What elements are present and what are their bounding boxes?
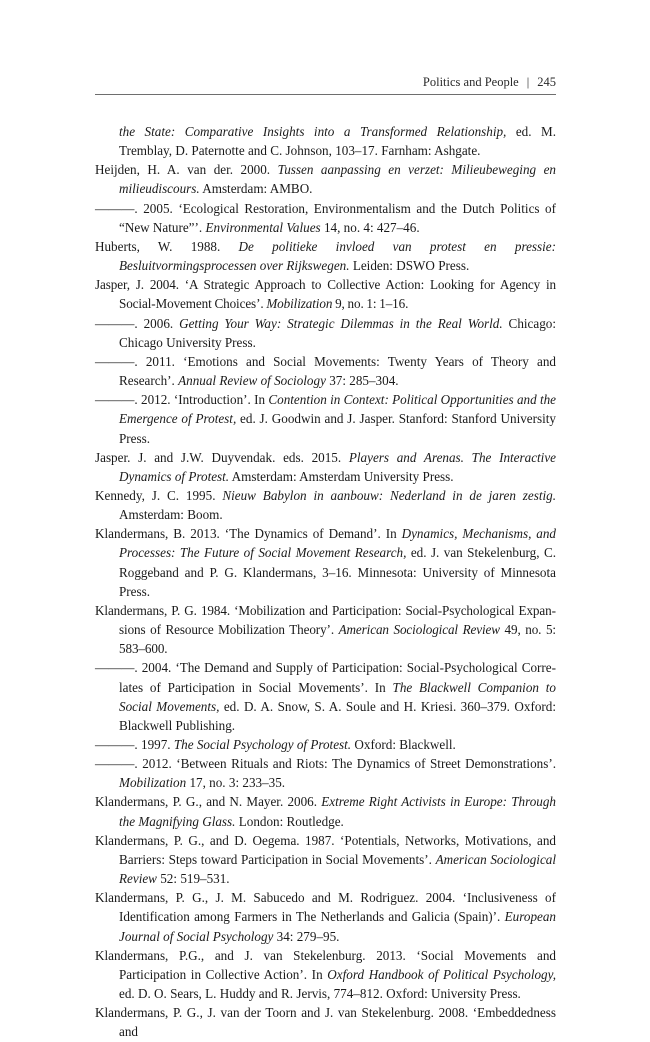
- reference-title-italic: the State: Comparative Insights into a Transformed Relationship,: [119, 124, 507, 139]
- reference-title-italic: Environmental Values: [205, 219, 321, 235]
- reference-entry-continued: [95, 122, 556, 160]
- reference-text: ed. D. O. Sears, L. Huddy and R. Jervis, 774–812. Oxford: University Press.: [119, 986, 521, 1002]
- reference-title-italic: European Journal of Social Psychology: [119, 909, 556, 944]
- reference-text: Klandermans, P. G., and D. Oegema. 1987. ‘Potentials, Networks, Motivations, and Barriers: Steps toward Participation in Social Movements’.: [95, 832, 556, 867]
- reference-title-italic: Extreme Right Activists in Europe: Through the Magnifying Glass.: [119, 794, 556, 829]
- reference-text: ed. D. A. Snow, S. A. Soule and H. Kriesi. 360–379. Oxford: Blackwell Publishing.: [119, 698, 556, 733]
- reference-text: London: Routledge.: [235, 813, 344, 829]
- reference-text: Klandermans, P. G. 1984. ‘Mobilization and Participation: Social-Psychological Expansions of Resource Mobilization Theory’.: [95, 602, 556, 638]
- reference-text: Amsterdam: Amsterdam University Press.: [229, 468, 454, 484]
- reference-entry: [95, 792, 556, 830]
- reference-title-italic: American Sociological Review: [119, 851, 557, 887]
- reference-title-italic: Mobilization: [266, 296, 333, 312]
- reference-title-italic: De politieke invloed van protest en pressie: Besluitvormingsprocessen over Rijkswegen.: [119, 238, 556, 274]
- reference-entry: [95, 199, 556, 237]
- reference-text: ———. 2012. ‘Introduction’. In: [95, 392, 269, 408]
- page-number: 245: [537, 75, 556, 89]
- reference-text: Heijden, H. A. van der. 2000.: [95, 162, 278, 178]
- reference-entry: [95, 1003, 556, 1041]
- reference-text: ed. M. Tremblay, D. Paternotte and C. Johnson, 103–17. Farnham: Ashgate.: [119, 124, 556, 159]
- reference-text: Jasper. J. and J.W. Duyvendak. eds. 2015.: [95, 449, 349, 465]
- reference-title-italic: American Sociological Review: [338, 622, 500, 638]
- reference-entry: [95, 754, 556, 792]
- reference-text: 49, no. 5: 583–600.: [119, 622, 556, 657]
- reference-entry: [95, 946, 556, 1003]
- reference-entry: [95, 390, 556, 447]
- reference-title-italic: The Blackwell Companion to Social Movements,: [119, 679, 556, 714]
- reference-title-italic: Players and Arenas. The Interactive Dynamics of Protest.: [119, 449, 556, 484]
- reference-title-italic: Contention in Context: Political Opportunities and the Emergence of Protest,: [119, 392, 556, 427]
- reference-text: ———. 2011. ‘Emotions and Social Movements: Twenty Years of Theory and Research’.: [95, 353, 556, 389]
- reference-text: ———. 1997.: [95, 737, 174, 752]
- reference-entry: [95, 658, 556, 735]
- running-header: [95, 74, 556, 95]
- reference-title-italic: Oxford Handbook of Political Psychology,: [327, 966, 556, 982]
- reference-text: ed. J. Goodwin and J. Jasper. Stanford: Stanford University Press.: [119, 411, 556, 446]
- reference-entry: [95, 831, 556, 888]
- reference-entry: [95, 237, 556, 275]
- reference-title-italic: Annual Review of Sociology: [178, 373, 326, 389]
- reference-entry: [95, 601, 556, 658]
- running-head-title: Politics and People: [422, 75, 519, 89]
- reference-text: ———. 2005. ‘Ecological Restoration, Environmentalism and the Dutch Politics of “New Nature”’.: [95, 200, 556, 235]
- reference-entry: [95, 486, 556, 524]
- reference-text: Klandermans, P.G., and J. van Stekelenburg. 2013. ‘Social Movements and Participation in Collective Action’. In: [95, 947, 556, 982]
- reference-title-italic: Dynamics, Mechanisms, and Processes: The Future of Social Movement Research,: [119, 526, 557, 561]
- reference-text: ———. 2004. ‘The Demand and Supply of Participation: Social-Psychological Correlates of Participation in Social Movements’. In: [95, 660, 556, 695]
- reference-text: Amsterdam: Boom.: [119, 507, 223, 523]
- reference-text: 17, no. 3: 233–35.: [186, 775, 286, 791]
- reference-title-italic: Mobilization: [119, 775, 187, 791]
- reference-entry: [95, 352, 556, 390]
- reference-entry: [95, 888, 556, 945]
- reference-entry: [95, 524, 556, 601]
- reference-text: ed. J. van Stekelenburg, C. Roggeband and P. G. Klandermans, 3–16. Minnesota: University of Minnesota Press.: [119, 545, 557, 599]
- reference-text: ———. 2012. ‘Between Rituals and Riots: The Dynamics of Street Demonstrations’.: [95, 756, 556, 772]
- reference-title-italic: The Social Psychology of Protest.: [173, 737, 352, 752]
- reference-title-italic: Getting Your Way: Strategic Dilemmas in the Real World.: [179, 315, 503, 331]
- reference-text: Klandermans, P. G., and N. Mayer. 2006.: [95, 794, 322, 810]
- reference-text: Klandermans, P. G., J. van der Toorn and J. van Stekelenburg. 2008. ‘Embeddedness and: [95, 1005, 556, 1040]
- running-head-text: [423, 74, 556, 90]
- reference-entry: [95, 448, 556, 486]
- reference-entry: [95, 160, 556, 198]
- reference-text: Oxford: Blackwell.: [351, 737, 456, 752]
- running-head-separator: |: [526, 75, 530, 89]
- reference-text: Klandermans, P. G., J. M. Sabucedo and M. Rodriguez. 2004. ‘Inclusiveness of Identification among Farmers in The Netherlands and Galicia (Spain)’.: [95, 890, 556, 925]
- reference-title-italic: Tussen aanpassing en verzet: Milieubeweging en milieudiscours.: [119, 162, 556, 197]
- reference-text: 9, no. 1: 1–16.: [332, 296, 409, 312]
- reference-entry: [95, 314, 556, 352]
- reference-text: Kennedy, J. C. 1995.: [95, 487, 223, 503]
- reference-text: 37: 285–304.: [325, 373, 399, 389]
- reference-entry: [95, 275, 556, 313]
- reference-entry: [95, 735, 556, 754]
- reference-text: Klandermans, B. 2013. ‘The Dynamics of Demand’. In: [95, 526, 402, 542]
- reference-text: 14, no. 4: 427–46.: [320, 219, 420, 235]
- reference-text: ———. 2006.: [95, 315, 180, 331]
- reference-title-italic: Nieuw Babylon in aanbouw: Nederland in de jaren zestig.: [222, 487, 556, 503]
- reference-text: Amsterdam: AMBO.: [199, 181, 313, 197]
- reference-text: Jasper, J. 2004. ‘A Strategic Approach to Collective Action: Looking for Agency in Social-Movement Choices’.: [95, 277, 556, 312]
- reference-text: Huberts, W. 1988.: [95, 238, 239, 254]
- reference-text: Leiden: DSWO Press.: [349, 258, 470, 274]
- reference-text: 52: 519–531.: [156, 871, 230, 887]
- reference-text: Chicago: Chicago University Press.: [119, 315, 557, 350]
- reference-list: [95, 122, 556, 1042]
- reference-text: 34: 279–95.: [273, 928, 340, 944]
